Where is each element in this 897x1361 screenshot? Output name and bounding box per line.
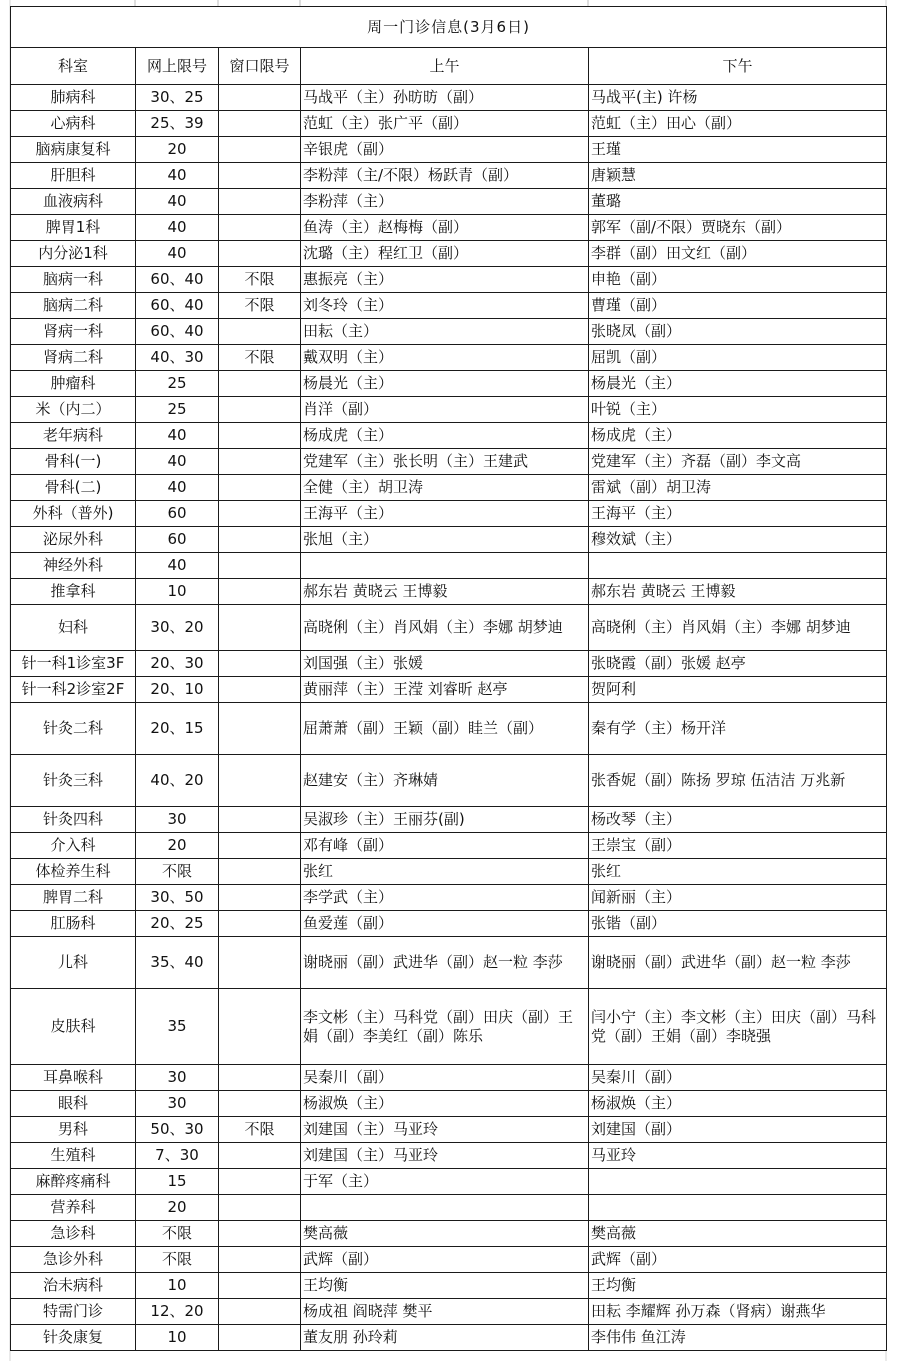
cell-afternoon-doctors (589, 553, 887, 579)
cell-afternoon-doctors: 叶锐（主） (589, 397, 887, 423)
table-row (11, 1273, 887, 1299)
table-row (11, 267, 887, 293)
cell-department: 脑病一科 (11, 267, 136, 293)
table-row (11, 1143, 887, 1169)
cell-online-limit: 20、15 (136, 703, 219, 755)
cell-department: 肾病二科 (11, 345, 136, 371)
cell-morning-doctors: 田耘（主） (301, 319, 589, 345)
cell-window-limit (219, 1299, 301, 1325)
cell-window-limit (219, 475, 301, 501)
table-row (11, 241, 887, 267)
cell-online-limit: 40 (136, 449, 219, 475)
table-row (11, 423, 887, 449)
table-row (11, 215, 887, 241)
table-row (11, 449, 887, 475)
cell-afternoon-doctors: 张晓霞（副）张媛 赵亭 (589, 651, 887, 677)
cell-morning-doctors: 吴秦川（副） (301, 1065, 589, 1091)
cell-department: 脑病康复科 (11, 137, 136, 163)
cell-window-limit (219, 449, 301, 475)
cell-department: 儿科 (11, 937, 136, 989)
cell-department: 针灸四科 (11, 807, 136, 833)
cell-morning-doctors: 戴双明（主） (301, 345, 589, 371)
cell-window-limit (219, 137, 301, 163)
table-row (11, 1247, 887, 1273)
table-row (11, 1221, 887, 1247)
cell-morning-doctors: 郝东岩 黄晓云 王博毅 (301, 579, 589, 605)
cell-online-limit: 20、25 (136, 911, 219, 937)
cell-morning-doctors: 屈萧萧（副）王颖（副）眭兰（副） (301, 703, 589, 755)
cell-department: 眼科 (11, 1091, 136, 1117)
cell-online-limit: 40、30 (136, 345, 219, 371)
cell-department: 肛肠科 (11, 911, 136, 937)
cell-online-limit: 30 (136, 1091, 219, 1117)
cell-window-limit (219, 241, 301, 267)
cell-afternoon-doctors: 武辉（副） (589, 1247, 887, 1273)
cell-morning-doctors: 鱼爱莲（副） (301, 911, 589, 937)
table-row (11, 501, 887, 527)
cell-morning-doctors: 李学武（主） (301, 885, 589, 911)
cell-department: 脾胃二科 (11, 885, 136, 911)
clinic-schedule-table (10, 6, 887, 1351)
header-row (11, 48, 887, 85)
cell-morning-doctors: 辛银虎（副） (301, 137, 589, 163)
cell-afternoon-doctors: 田耘 李耀辉 孙万森（肾病）谢燕华 (589, 1299, 887, 1325)
cell-morning-doctors: 沈璐（主）程红卫（副） (301, 241, 589, 267)
cell-department: 体检养生科 (11, 859, 136, 885)
cell-department: 肿瘤科 (11, 371, 136, 397)
cell-window-limit (219, 833, 301, 859)
cell-window-limit (219, 579, 301, 605)
cell-online-limit: 不限 (136, 859, 219, 885)
cell-window-limit (219, 703, 301, 755)
cell-afternoon-doctors: 雷斌（副）胡卫涛 (589, 475, 887, 501)
cell-department: 内分泌1科 (11, 241, 136, 267)
cell-morning-doctors: 刘冬玲（主） (301, 293, 589, 319)
cell-online-limit: 10 (136, 1325, 219, 1351)
cell-afternoon-doctors: 郭军（副/不限）贾晓东（副） (589, 215, 887, 241)
cell-afternoon-doctors: 马战平(主) 许杨 (589, 85, 887, 111)
header-department: 科室 (11, 48, 136, 85)
cell-window-limit (219, 553, 301, 579)
cell-window-limit (219, 911, 301, 937)
table-row (11, 677, 887, 703)
cell-window-limit (219, 859, 301, 885)
cell-afternoon-doctors: 杨改琴（主） (589, 807, 887, 833)
cell-window-limit: 不限 (219, 267, 301, 293)
cell-online-limit: 20、30 (136, 651, 219, 677)
cell-department: 麻醉疼痛科 (11, 1169, 136, 1195)
cell-morning-doctors: 杨晨光（主） (301, 371, 589, 397)
cell-afternoon-doctors: 秦有学（主）杨开洋 (589, 703, 887, 755)
cell-afternoon-doctors: 穆效斌（主） (589, 527, 887, 553)
cell-department: 针灸康复 (11, 1325, 136, 1351)
cell-afternoon-doctors (589, 1195, 887, 1221)
cell-department: 脾胃1科 (11, 215, 136, 241)
cell-morning-doctors: 王海平（主） (301, 501, 589, 527)
cell-online-limit: 40 (136, 241, 219, 267)
cell-morning-doctors: 杨成祖 阎晓萍 樊平 (301, 1299, 589, 1325)
cell-online-limit: 7、30 (136, 1143, 219, 1169)
cell-department: 介入科 (11, 833, 136, 859)
cell-afternoon-doctors: 曹瑾（副） (589, 293, 887, 319)
cell-department: 老年病科 (11, 423, 136, 449)
cell-morning-doctors: 谢晓丽（副）武进华（副）赵一粒 李莎 (301, 937, 589, 989)
cell-online-limit: 50、30 (136, 1117, 219, 1143)
cell-online-limit: 40 (136, 553, 219, 579)
cell-online-limit: 60 (136, 501, 219, 527)
cell-morning-doctors: 刘国强（主）张媛 (301, 651, 589, 677)
header-afternoon: 下午 (589, 48, 887, 85)
cell-online-limit: 40、20 (136, 755, 219, 807)
cell-afternoon-doctors: 王瑾 (589, 137, 887, 163)
cell-department: 米（内二） (11, 397, 136, 423)
cell-department: 肺病科 (11, 85, 136, 111)
cell-afternoon-doctors: 闫小宁（主）李文彬（主）田庆（副）马科党（副）王娟（副）李晓强 (589, 989, 887, 1065)
cell-afternoon-doctors: 吴秦川（副） (589, 1065, 887, 1091)
cell-afternoon-doctors: 高晓俐（主）肖风娟（主）李娜 胡梦迪 (589, 605, 887, 651)
cell-afternoon-doctors: 贺阿利 (589, 677, 887, 703)
cell-morning-doctors: 董友朋 孙玲莉 (301, 1325, 589, 1351)
cell-afternoon-doctors: 杨淑焕（主） (589, 1091, 887, 1117)
cell-morning-doctors: 鱼涛（主）赵梅梅（副） (301, 215, 589, 241)
cell-online-limit: 20、10 (136, 677, 219, 703)
cell-afternoon-doctors: 张红 (589, 859, 887, 885)
table-row (11, 163, 887, 189)
table-row (11, 137, 887, 163)
cell-window-limit: 不限 (219, 293, 301, 319)
cell-department: 针一科1诊室3F (11, 651, 136, 677)
cell-morning-doctors: 党建军（主）张长明（主）王建武 (301, 449, 589, 475)
table-row (11, 755, 887, 807)
cell-department: 针一科2诊室2F (11, 677, 136, 703)
cell-afternoon-doctors: 郝东岩 黄晓云 王博毅 (589, 579, 887, 605)
cell-window-limit: 不限 (219, 1117, 301, 1143)
table-row (11, 397, 887, 423)
table-row (11, 833, 887, 859)
cell-online-limit: 30、25 (136, 85, 219, 111)
cell-afternoon-doctors: 董璐 (589, 189, 887, 215)
cell-afternoon-doctors (589, 1169, 887, 1195)
cell-morning-doctors: 杨淑焕（主） (301, 1091, 589, 1117)
cell-window-limit (219, 527, 301, 553)
table-row (11, 579, 887, 605)
table-row (11, 111, 887, 137)
cell-morning-doctors: 范虹（主）张广平（副） (301, 111, 589, 137)
cell-department: 针灸三科 (11, 755, 136, 807)
cell-online-limit: 30、50 (136, 885, 219, 911)
cell-online-limit: 30 (136, 807, 219, 833)
cell-morning-doctors: 高晓俐（主）肖风娟（主）李娜 胡梦迪 (301, 605, 589, 651)
cell-department: 心病科 (11, 111, 136, 137)
cell-window-limit (219, 163, 301, 189)
cell-morning-doctors: 肖洋（副） (301, 397, 589, 423)
cell-morning-doctors: 武辉（副） (301, 1247, 589, 1273)
cell-afternoon-doctors: 王海平（主） (589, 501, 887, 527)
cell-window-limit (219, 1169, 301, 1195)
cell-morning-doctors (301, 553, 589, 579)
cell-department: 皮肤科 (11, 989, 136, 1065)
cell-online-limit: 35 (136, 989, 219, 1065)
cell-department: 针灸二科 (11, 703, 136, 755)
cell-window-limit (219, 651, 301, 677)
cell-afternoon-doctors: 李群（副）田文红（副） (589, 241, 887, 267)
cell-online-limit: 20 (136, 833, 219, 859)
cell-online-limit: 30、20 (136, 605, 219, 651)
cell-morning-doctors: 张红 (301, 859, 589, 885)
cell-window-limit (219, 215, 301, 241)
table-row (11, 1299, 887, 1325)
cell-window-limit (219, 111, 301, 137)
table-row (11, 345, 887, 371)
cell-department: 妇科 (11, 605, 136, 651)
cell-window-limit (219, 1273, 301, 1299)
cell-online-limit: 不限 (136, 1221, 219, 1247)
cell-department: 肾病一科 (11, 319, 136, 345)
cell-window-limit (219, 189, 301, 215)
cell-window-limit (219, 423, 301, 449)
cell-window-limit (219, 1091, 301, 1117)
table-row (11, 1325, 887, 1351)
cell-afternoon-doctors: 刘建国（副） (589, 1117, 887, 1143)
table-row (11, 651, 887, 677)
cell-department: 生殖科 (11, 1143, 136, 1169)
cell-afternoon-doctors: 马亚玲 (589, 1143, 887, 1169)
header-morning: 上午 (301, 48, 589, 85)
cell-afternoon-doctors: 屈凯（副） (589, 345, 887, 371)
cell-online-limit: 60 (136, 527, 219, 553)
cell-department: 骨科(一) (11, 449, 136, 475)
cell-window-limit: 不限 (219, 345, 301, 371)
cell-afternoon-doctors: 张锴（副） (589, 911, 887, 937)
cell-department: 特需门诊 (11, 1299, 136, 1325)
table-row (11, 911, 887, 937)
cell-window-limit (219, 1247, 301, 1273)
cell-online-limit: 20 (136, 1195, 219, 1221)
cell-window-limit (219, 885, 301, 911)
cell-window-limit (219, 1065, 301, 1091)
cell-online-limit: 10 (136, 579, 219, 605)
table-row (11, 1091, 887, 1117)
cell-department: 肝胆科 (11, 163, 136, 189)
cell-window-limit (219, 371, 301, 397)
cell-department: 治未病科 (11, 1273, 136, 1299)
cell-online-limit: 30 (136, 1065, 219, 1091)
cell-afternoon-doctors: 王均衡 (589, 1273, 887, 1299)
cell-afternoon-doctors: 张香妮（副）陈扬 罗琼 伍洁洁 万兆新 (589, 755, 887, 807)
cell-morning-doctors: 邓有峰（副） (301, 833, 589, 859)
cell-morning-doctors: 黄丽萍（主）王滢 刘睿昕 赵亭 (301, 677, 589, 703)
table-row (11, 319, 887, 345)
cell-window-limit (219, 605, 301, 651)
table-row (11, 605, 887, 651)
cell-department: 男科 (11, 1117, 136, 1143)
cell-afternoon-doctors: 申艳（副） (589, 267, 887, 293)
cell-window-limit (219, 1143, 301, 1169)
cell-afternoon-doctors: 李伟伟 鱼江涛 (589, 1325, 887, 1351)
cell-department: 营养科 (11, 1195, 136, 1221)
cell-department: 骨科(二) (11, 475, 136, 501)
cell-department: 急诊外科 (11, 1247, 136, 1273)
cell-window-limit (219, 397, 301, 423)
cell-window-limit (219, 677, 301, 703)
cell-department: 外科（普外) (11, 501, 136, 527)
cell-window-limit (219, 1221, 301, 1247)
table-row (11, 475, 887, 501)
cell-online-limit: 25 (136, 371, 219, 397)
cell-online-limit: 25 (136, 397, 219, 423)
header-window-limit: 窗口限号 (219, 48, 301, 85)
table-row (11, 937, 887, 989)
cell-online-limit: 40 (136, 163, 219, 189)
header-online-limit: 网上限号 (136, 48, 219, 85)
cell-afternoon-doctors: 谢晓丽（副）武进华（副）赵一粒 李莎 (589, 937, 887, 989)
cell-department: 脑病二科 (11, 293, 136, 319)
table-row (11, 553, 887, 579)
cell-online-limit: 40 (136, 423, 219, 449)
cell-window-limit (219, 1325, 301, 1351)
cell-department: 急诊科 (11, 1221, 136, 1247)
cell-online-limit: 60、40 (136, 267, 219, 293)
cell-department: 推拿科 (11, 579, 136, 605)
cell-window-limit (219, 1195, 301, 1221)
cell-afternoon-doctors: 范虹（主）田心（副） (589, 111, 887, 137)
cell-window-limit (219, 755, 301, 807)
table-row (11, 989, 887, 1065)
table-row (11, 85, 887, 111)
cell-morning-doctors: 于军（主） (301, 1169, 589, 1195)
cell-morning-doctors: 吴淑珍（主）王丽芬(副) (301, 807, 589, 833)
cell-online-limit: 不限 (136, 1247, 219, 1273)
cell-online-limit: 40 (136, 215, 219, 241)
cell-afternoon-doctors: 杨成虎（主） (589, 423, 887, 449)
cell-department: 耳鼻喉科 (11, 1065, 136, 1091)
cell-morning-doctors: 杨成虎（主） (301, 423, 589, 449)
cell-afternoon-doctors: 闻新丽（主） (589, 885, 887, 911)
cell-morning-doctors: 赵建安（主）齐琳婧 (301, 755, 589, 807)
cell-morning-doctors: 马战平（主）孙昉昉（副） (301, 85, 589, 111)
cell-morning-doctors: 惠振亮（主） (301, 267, 589, 293)
table-row (11, 527, 887, 553)
page-title: 周一门诊信息(3月6日) (11, 7, 887, 48)
cell-morning-doctors: 刘建国（主）马亚玲 (301, 1143, 589, 1169)
table-row (11, 703, 887, 755)
table-row (11, 859, 887, 885)
cell-online-limit: 10 (136, 1273, 219, 1299)
table-row (11, 189, 887, 215)
cell-online-limit: 60、40 (136, 319, 219, 345)
cell-department: 泌尿外科 (11, 527, 136, 553)
table-row (11, 807, 887, 833)
cell-afternoon-doctors: 王崇宝（副） (589, 833, 887, 859)
table-row (11, 885, 887, 911)
cell-online-limit: 40 (136, 189, 219, 215)
table-row (11, 1117, 887, 1143)
cell-morning-doctors: 李粉萍（主） (301, 189, 589, 215)
cell-window-limit (219, 989, 301, 1065)
cell-department: 血液病科 (11, 189, 136, 215)
cell-online-limit: 60、40 (136, 293, 219, 319)
cell-morning-doctors: 张旭（主） (301, 527, 589, 553)
cell-morning-doctors: 李粉萍（主/不限）杨跃青（副） (301, 163, 589, 189)
cell-afternoon-doctors: 党建军（主）齐磊（副）李文高 (589, 449, 887, 475)
cell-window-limit (219, 501, 301, 527)
cell-window-limit (219, 937, 301, 989)
cell-online-limit: 40 (136, 475, 219, 501)
cell-window-limit (219, 319, 301, 345)
cell-morning-doctors: 樊高薇 (301, 1221, 589, 1247)
cell-online-limit: 25、39 (136, 111, 219, 137)
cell-online-limit: 20 (136, 137, 219, 163)
cell-department: 神经外科 (11, 553, 136, 579)
cell-afternoon-doctors: 杨晨光（主） (589, 371, 887, 397)
table-row (11, 293, 887, 319)
cell-afternoon-doctors: 张晓凤（副） (589, 319, 887, 345)
cell-online-limit: 35、40 (136, 937, 219, 989)
table-row (11, 1195, 887, 1221)
table-row (11, 1065, 887, 1091)
cell-online-limit: 12、20 (136, 1299, 219, 1325)
cell-morning-doctors (301, 1195, 589, 1221)
cell-morning-doctors: 刘建国（主）马亚玲 (301, 1117, 589, 1143)
cell-window-limit (219, 85, 301, 111)
table-row (11, 371, 887, 397)
cell-window-limit (219, 807, 301, 833)
cell-online-limit: 15 (136, 1169, 219, 1195)
table-row (11, 1169, 887, 1195)
cell-morning-doctors: 李文彬（主）马科党（副）田庆（副）王娟（副）李美红（副）陈乐 (301, 989, 589, 1065)
cell-morning-doctors: 王均衡 (301, 1273, 589, 1299)
cell-afternoon-doctors: 樊高薇 (589, 1221, 887, 1247)
cell-morning-doctors: 全健（主）胡卫涛 (301, 475, 589, 501)
cell-afternoon-doctors: 唐颖慧 (589, 163, 887, 189)
